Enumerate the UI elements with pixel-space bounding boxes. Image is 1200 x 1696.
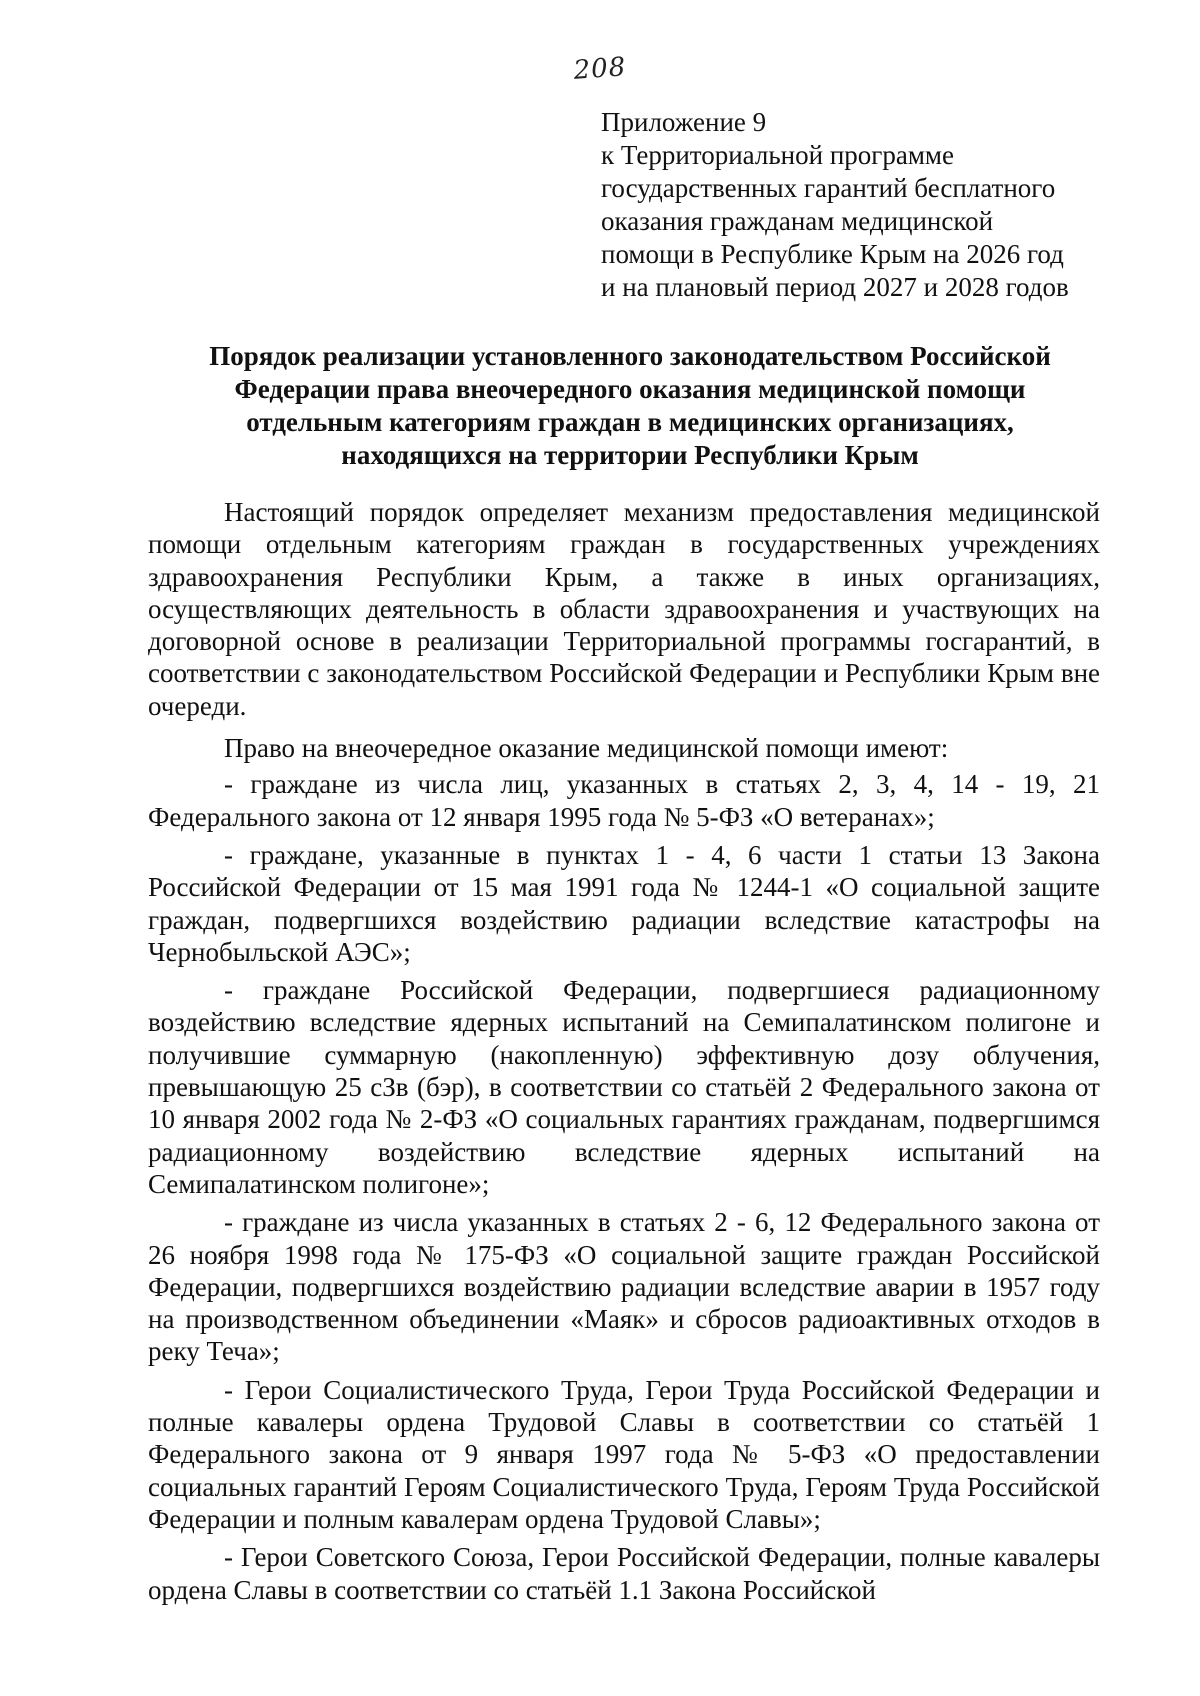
appendix-line: государственных гарантий бесплатного [601,173,1056,203]
rights-lead-paragraph: Право на внеочередное оказание медицинской помощи имеют: [224,733,949,764]
rights-list-item: - граждане из числа лиц, указанных в статьях 2, 3, 4, 14 - 19, 21 Федерального закона от 12 января 1995 года № 5-ФЗ «О ветеранах»; [148,769,1100,832]
appendix-line: оказания гражданам медицинской [601,206,994,236]
document-title [150,340,1110,472]
rights-list-item: - Герои Социалистического Труда, Герои Труда Российской Федерации и полные кавалеры ордена Трудовой Славы в соответствии со статьёй 1 Федерального закона от 9 января 1997 года № 5-ФЗ «О предоставлении социальных гарантий Героям Социалистического Труда, Героям Труда Российской Федерации и полным кавалерам ордена Трудовой Славы»; [148,1374,1100,1534]
title-line: Порядок реализации установленного законодательством Российской [209,341,1051,371]
appendix-line: и на плановый период 2027 и 2028 годов [601,272,1069,302]
appendix-header [601,106,1121,304]
rights-list-item: - граждане Российской Федерации, подвергшиеся радиационному воздействию вследствие ядерных испытаний на Семипалатинском полигоне и получившие суммарную (накопленную) эффективную дозу облучения, превышающую 25 сЗв (бэр), в соответствии со статьёй 2 Федерального закона от 10 января 2002 года № 2-ФЗ «О социальных гарантиях гражданам, подвергшимся радиационному воздействию вследствие ядерных испытаний на Семипалатинском полигоне»; [148,975,1100,1199]
appendix-line: Приложение 9 [601,107,767,137]
handwritten-page-number: 208 [572,52,628,86]
document-body [148,496,1100,1612]
rights-list-item: - граждане из числа указанных в статьях 2 - 6, 12 Федерального закона от 26 ноября 1998 года № 175-ФЗ «О социальной защите граждан Российской Федерации, подвергшихся воздействию радиации вследствие аварии в 1957 году на производственном объединении «Маяк» и сбросов радиоактивных отходов в реку Теча»; [148,1207,1100,1367]
title-line: находящихся на территории Республики Крым [341,440,919,470]
appendix-line: помощи в Республике Крым на 2026 год [601,239,1064,269]
appendix-line: к Территориальной программе [601,140,954,170]
rights-list-item: - Герои Советского Союза, Герои Российской Федерации, полные кавалеры ордена Славы в соответствии со статьёй 1.1 Закона Российской [148,1542,1100,1605]
intro-paragraph: Настоящий порядок определяет механизм предоставления медицинской помощи отдельным категориям граждан в государственных учреждениях здравоохранения Республики Крым, а также в иных организациях, осуществляющих деятельность в области здравоохранения и участвующих на договорной основе в реализации Территориальной программы госгарантий, в соответствии с законодательством Российской Федерации и Республики Крым вне очереди. [148,497,1100,721]
title-line: отдельным категориям граждан в медицинских организациях, [246,407,1014,437]
rights-list-item: - граждане, указанные в пунктах 1 - 4, 6 части 1 статьи 13 Закона Российской Федерации от 15 мая 1991 года № 1244-1 «О социальной защите граждан, подвергшихся воздействию радиации вследствие катастрофы на Чернобыльской АЭС»; [148,839,1100,967]
title-line: Федерации права внеочередного оказания медицинской помощи [234,374,1026,404]
